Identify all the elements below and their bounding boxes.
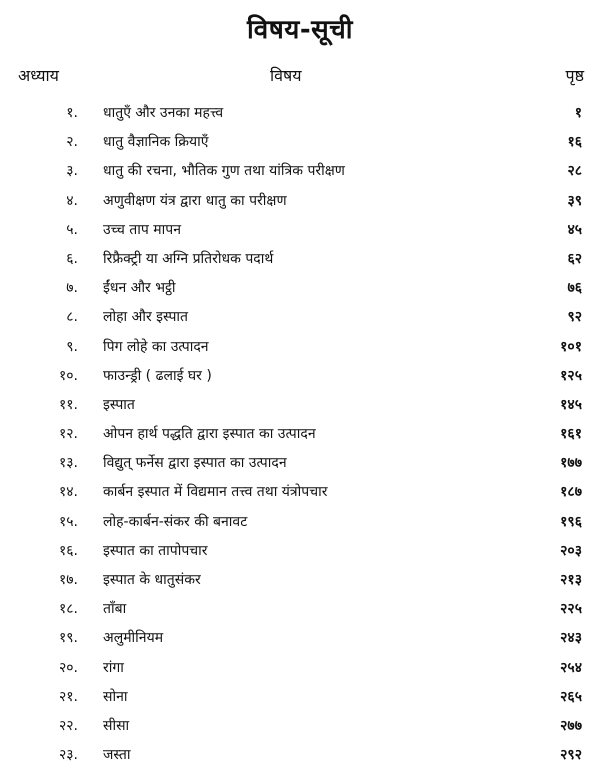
header-subject: विषय (270, 66, 302, 85)
toc-header (0, 64, 600, 92)
chapter-number: २०. (58, 659, 78, 676)
chapter-number: १८. (58, 601, 78, 618)
chapter-number: ५. (66, 221, 78, 238)
toc-entry (0, 187, 600, 216)
toc-entry (0, 157, 600, 186)
chapter-number: २१. (58, 688, 78, 705)
toc-entry (0, 245, 600, 274)
chapter-subject: धातु की रचना, भौतिक गुण तथा यांत्रिक परीक्षण (103, 163, 345, 180)
toc-entry (0, 99, 600, 128)
chapter-number: ११. (58, 396, 78, 413)
chapter-subject: रिफ्रैक्ट्री या अग्नि प्रतिरोधक पदार्थ (103, 250, 274, 267)
chapter-subject: ईंधन और भट्ठी (103, 280, 176, 297)
page-number: ४५ (567, 221, 582, 238)
page-number: २८ (567, 163, 582, 180)
page-number: २२५ (560, 601, 582, 618)
chapter-number: २२. (58, 717, 78, 734)
chapter-subject: लोह-कार्बन-संकर की बनावट (103, 513, 248, 530)
page-number: २५४ (560, 659, 582, 676)
toc-entry (0, 508, 600, 537)
chapter-number: २३. (58, 747, 78, 764)
chapter-subject: ओपन हार्थ पद्धति द्वारा इस्पात का उत्पादन (103, 426, 316, 443)
page-number: १९६ (560, 513, 582, 530)
page-number: २९२ (560, 747, 582, 764)
page-number: १६ (567, 134, 582, 151)
chapter-subject: धातुएँ और उनका महत्त्व (103, 105, 224, 121)
toc-entry (0, 595, 600, 624)
page-number: ३९ (567, 192, 582, 209)
toc-entry (0, 683, 600, 712)
chapter-subject: फाउन्ड्री ( ढलाई घर ) (103, 367, 212, 384)
header-chapter: अध्याय (18, 66, 59, 85)
chapter-subject: इस्पात का तापोपचार (103, 542, 208, 559)
page-number: १६१ (560, 426, 582, 443)
chapter-number: १५. (58, 513, 78, 530)
page-number: २६५ (560, 688, 582, 705)
toc-entry (0, 303, 600, 332)
chapter-subject: ताँबा (103, 601, 127, 618)
chapter-number: १७. (58, 572, 78, 588)
page-number: १७७ (560, 455, 582, 472)
page-number: १०१ (560, 338, 582, 355)
chapter-subject: इस्पात के धातुसंकर (103, 572, 201, 588)
chapter-subject: पिग लोहे का उत्पादन (103, 338, 209, 355)
chapter-number: २. (66, 134, 78, 151)
toc-entry (0, 449, 600, 478)
chapter-number: १२. (58, 426, 78, 443)
page-number: २४३ (560, 630, 582, 647)
toc-entry (0, 128, 600, 157)
chapter-number: १६. (58, 542, 78, 559)
chapter-number: ६. (66, 250, 78, 267)
page-number: १२५ (560, 367, 582, 384)
toc-entry (0, 333, 600, 362)
chapter-number: १९. (58, 630, 78, 647)
chapter-number: ८. (66, 309, 78, 326)
page-number: १ (574, 105, 582, 121)
page-number: ७६ (567, 280, 582, 297)
chapter-subject: जस्ता (103, 747, 131, 764)
chapter-subject: इस्पात (103, 396, 135, 413)
toc-entry (0, 712, 600, 741)
page-number: ९२ (567, 309, 582, 326)
toc-entry (0, 741, 600, 770)
chapter-subject: लोहा और इस्पात (103, 309, 189, 326)
chapter-subject: सीसा (103, 717, 130, 734)
toc-entry (0, 537, 600, 566)
toc-entry (0, 420, 600, 449)
chapter-subject: अणुवीक्षण यंत्र द्वारा धातु का परीक्षण (103, 192, 287, 209)
page-number: २०३ (560, 542, 582, 559)
chapter-number: १. (66, 105, 78, 121)
chapter-number: ७. (66, 280, 78, 297)
toc-entry (0, 478, 600, 507)
chapter-number: ४. (66, 192, 78, 209)
page-number: २१३ (560, 572, 582, 588)
page-number: १४५ (560, 396, 582, 413)
toc-entry (0, 216, 600, 245)
page-title: विषय-सूची (247, 15, 353, 45)
toc-entry (0, 654, 600, 683)
chapter-number: ९. (66, 338, 78, 355)
toc-entry (0, 566, 600, 595)
chapter-subject: रांगा (103, 659, 124, 676)
page-number: २७७ (560, 717, 582, 734)
toc-entry (0, 391, 600, 420)
chapter-subject: धातु वैज्ञानिक क्रियाएँ (103, 134, 209, 151)
chapter-number: ३. (66, 163, 78, 180)
page-number: ६२ (567, 250, 582, 267)
chapter-number: १३. (58, 455, 78, 472)
toc-entry (0, 274, 600, 303)
chapter-number: १४. (58, 484, 78, 501)
page-number: १८७ (560, 484, 582, 501)
header-page: पृष्ठ (565, 66, 584, 85)
toc-entry (0, 362, 600, 391)
chapter-subject: उच्च ताप मापन (103, 221, 182, 238)
chapter-subject: सोना (103, 688, 128, 705)
chapter-number: १०. (58, 367, 78, 384)
chapter-subject: अलुमीनियम (103, 630, 164, 647)
chapter-subject: विद्युत् फर्नेस द्वारा इस्पात का उत्पादन (103, 455, 287, 472)
toc-entry (0, 624, 600, 653)
chapter-subject: कार्बन इस्पात में विद्यमान तत्त्व तथा यंत्रोपचार (103, 484, 328, 501)
toc-list (0, 99, 600, 770)
